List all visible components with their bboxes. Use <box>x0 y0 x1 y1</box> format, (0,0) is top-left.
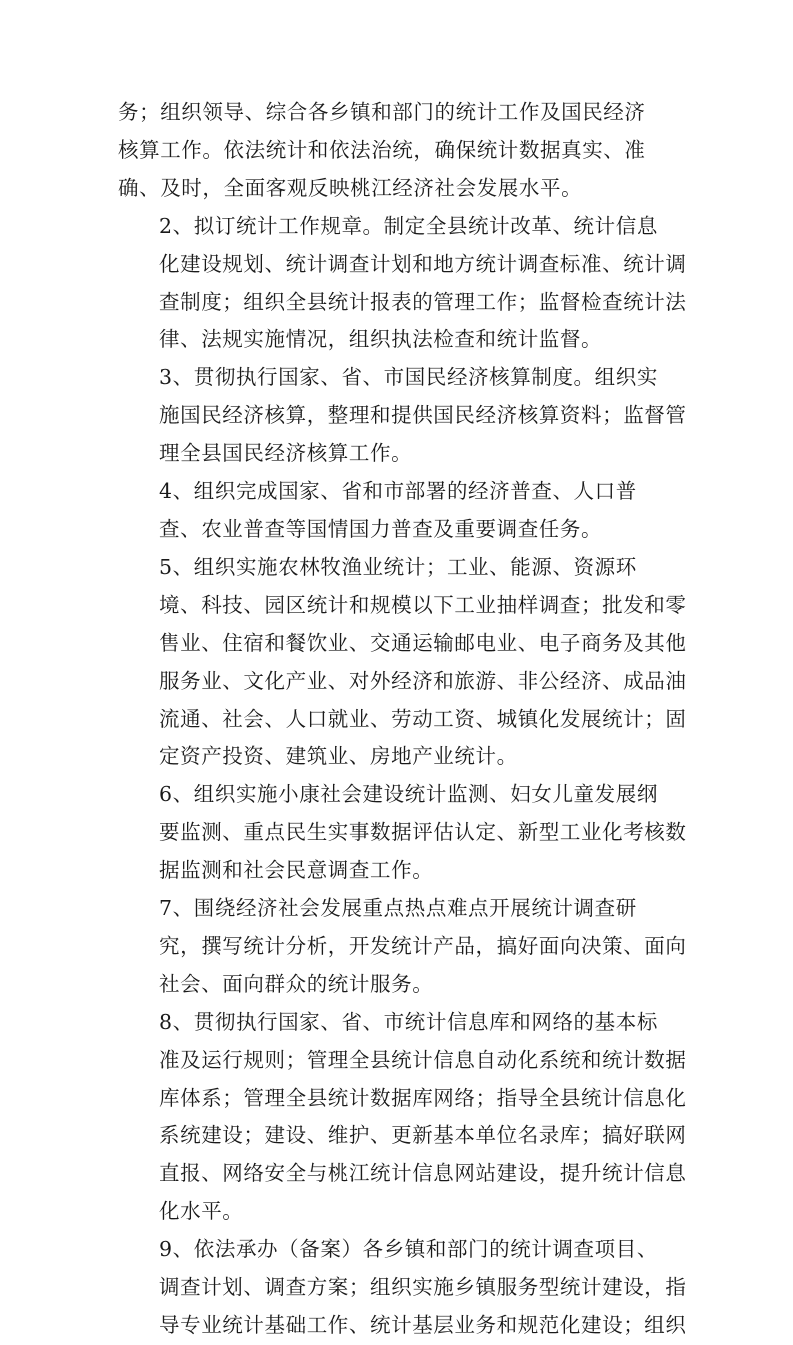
paragraph <box>118 549 687 776</box>
text-line: 3、贯彻执行国家、省、市国民经济核算制度。组织实 <box>159 365 658 390</box>
paragraph <box>118 1004 687 1231</box>
text-line: 核算工作。依法统计和依法治统，确保统计数据真实、准 <box>118 137 646 162</box>
text-line: 8、贯彻执行国家、省、市统计信息库和网络的基本标 <box>159 1009 658 1034</box>
text-line: 查制度；组织全县统计报表的管理工作；监督检查统计法 <box>159 289 687 314</box>
text-line: 5、组织实施农林牧渔业统计；工业、能源、资源环 <box>159 554 637 579</box>
text-line: 确、及时，全面客观反映桃江经济社会发展水平。 <box>118 175 583 200</box>
text-line: 系统建设；建设、维护、更新基本单位名录库；搞好联网 <box>159 1123 687 1148</box>
text-line: 调查计划、调查方案；组织实施乡镇服务型统计建设，指 <box>159 1275 687 1300</box>
text-line: 化建设规划、统计调查计划和地方统计调查标准、统计调 <box>159 251 687 276</box>
text-line: 要监测、重点民生实事数据评估认定、新型工业化考核数 <box>159 820 687 845</box>
text-line: 社会、面向群众的统计服务。 <box>159 971 434 996</box>
text-line: 2、拟订统计工作规章。制定全县统计改革、统计信息 <box>159 213 658 238</box>
text-line: 据监测和社会民意调查工作。 <box>159 858 434 883</box>
paragraph <box>118 94 678 208</box>
text-line: 查、农业普查等国情国力普查及重要调查任务。 <box>159 516 603 541</box>
text-line: 化水平。 <box>159 1199 244 1224</box>
text-line: 务；组织领导、综合各乡镇和部门的统计工作及国民经济 <box>118 100 646 124</box>
text-line: 定资产投资、建筑业、房地产业统计。 <box>159 744 518 769</box>
paragraph <box>118 890 687 1004</box>
text-line: 究，撰写统计分析，开发统计产品，搞好面向决策、面向 <box>159 933 687 958</box>
paragraph <box>118 473 678 549</box>
text-line: 库体系；管理全县统计数据库网络；指导全县统计信息化 <box>159 1085 687 1110</box>
paragraph <box>118 1231 687 1345</box>
text-line: 9、依法承办（备案）各乡镇和部门的统计调查项目、 <box>159 1237 658 1262</box>
paragraph <box>118 208 687 360</box>
text-line: 律、法规实施情况，组织执法检查和统计监督。 <box>159 327 603 352</box>
text-line: 导专业统计基础工作、统计基层业务和规范化建设；组织 <box>159 1313 687 1337</box>
text-line: 售业、住宿和餐饮业、交通运输邮电业、电子商务及其他 <box>159 630 687 655</box>
text-line: 理全县国民经济核算工作。 <box>159 441 413 466</box>
text-line: 服务业、文化产业、对外经济和旅游、非公经济、成品油 <box>159 668 687 693</box>
text-line: 6、组织实施小康社会建设统计监测、妇女儿童发展纲 <box>159 782 658 807</box>
text-line: 准及运行规则；管理全县统计信息自动化系统和统计数据 <box>159 1047 687 1072</box>
paragraph <box>118 776 687 890</box>
text-line: 7、围绕经济社会发展重点热点难点开展统计调查研 <box>159 896 637 921</box>
document-body <box>118 94 687 1345</box>
text-line: 直报、网络安全与桃江统计信息网站建设，提升统计信息 <box>159 1161 687 1186</box>
paragraph <box>118 359 687 473</box>
text-line: 4、组织完成国家、省和市部署的经济普查、人口普 <box>159 479 637 504</box>
text-line: 境、科技、园区统计和规模以下工业抽样调查；批发和零 <box>159 592 687 617</box>
text-line: 流通、社会、人口就业、劳动工资、城镇化发展统计；固 <box>159 706 687 731</box>
text-line: 施国民经济核算，整理和提供国民经济核算资料；监督管 <box>159 403 687 428</box>
